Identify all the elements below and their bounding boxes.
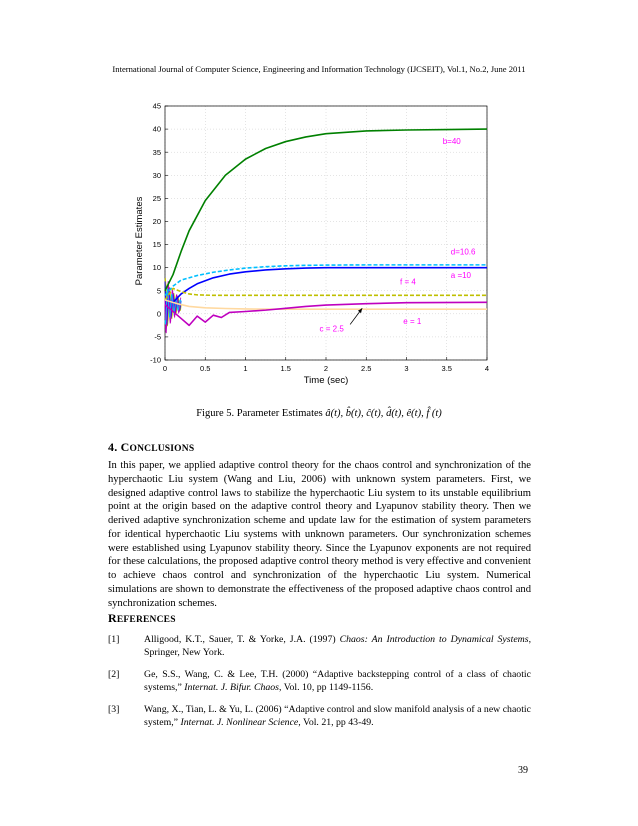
- references-heading: [108, 611, 176, 626]
- conclusions-heading: [108, 440, 194, 455]
- caption-symbol: â: [325, 408, 331, 419]
- reference-text: [144, 633, 531, 659]
- caption-symbol: ê: [406, 408, 412, 419]
- x-tick-label: 0: [162, 364, 168, 373]
- series-annotation: f = 4: [400, 277, 416, 287]
- series-annotation: a =10: [450, 270, 472, 280]
- caption-argument: (t),: [330, 408, 346, 419]
- parameter-estimates-chart: [130, 98, 498, 390]
- y-tick-label: 0: [156, 309, 161, 319]
- x-tick-label: 1: [243, 364, 248, 373]
- y-tick-label: 10: [152, 263, 161, 273]
- y-tick-label: 20: [152, 217, 161, 227]
- conclusions-paragraph: In this paper, we applied adaptive control theory for the chaos control and synchronization of the hyperchaotic Liu system (Wang and Liu, 2006) with unknown system parameters. First, we designed adaptive control laws to stabilize the hyperchaotic Liu system to its unstable equilibrium point at the origin based on the adaptive control theory and Lyapunov stability theory. Then we derived adaptive synchronization scheme and update law for the estimation of system parameters for identical hyperchaotic Liu systems with unknown parameters. Our synchronization schemes were established using Lyapunov stability theory. Since the Lyapunov exponents are not required for these calculations, the proposed adaptive control theory method is very effective and convenient to achieve chaos control and synchronization of the hyperchaotic Liu system. Numerical simulations are shown to demonstrate the effectiveness of the proposed adaptive chaos control and synchronization schemes.: [108, 460, 531, 609]
- figure-caption: [0, 408, 638, 419]
- reference-authors: Wang, X., Tian, L. & Yu, L. (2006) “Adaptive control and slow manifold analysis of a new chaotic system,”: [144, 704, 531, 728]
- reference-tail: , Springer, New York.: [144, 634, 532, 658]
- caption-argument: (t): [429, 408, 442, 419]
- series-annotation: e = 1: [403, 316, 422, 326]
- conclusions-number: 4.: [108, 440, 121, 454]
- reference-title: Chaos: An Introduction to Dynamical Systems: [339, 634, 529, 645]
- reference-item: [108, 668, 531, 694]
- x-tick-label: 2: [323, 364, 329, 373]
- series-annotation: b=40: [442, 136, 461, 146]
- conclusions-rest: ONCLUSIONS: [129, 444, 195, 454]
- x-axis-label: Time (sec): [303, 375, 349, 386]
- references-list: [108, 633, 531, 738]
- x-tick-label: 4: [484, 364, 490, 373]
- x-tick-label: 3: [404, 364, 409, 373]
- reference-item: [108, 703, 531, 729]
- caption-symbol: ĉ: [366, 408, 371, 419]
- caption-symbol: f̂: [426, 408, 430, 419]
- x-tick-label: 3.5: [441, 364, 452, 373]
- page-number: 39: [518, 765, 528, 776]
- x-tick-label: 0.5: [200, 364, 211, 373]
- caption-symbol: b̂: [345, 408, 352, 419]
- caption-argument: (t),: [370, 408, 387, 419]
- x-tick-label: 2.5: [361, 364, 372, 373]
- caption-symbols: [325, 408, 441, 419]
- reference-number: [2]: [108, 669, 120, 680]
- x-tick-label: 1.5: [280, 364, 291, 373]
- reference-tail: , Vol. 10, pp 1149-1156.: [278, 682, 374, 693]
- y-tick-label: 5: [156, 286, 161, 296]
- y-tick-label: 25: [152, 193, 161, 203]
- reference-text: [144, 668, 531, 694]
- caption-argument: (t),: [411, 408, 427, 419]
- y-tick-label: 15: [152, 240, 161, 250]
- y-tick-label: -10: [150, 355, 161, 365]
- y-axis-label: Parameter Estimates: [134, 196, 145, 286]
- reference-authors: Ge, S.S., Wang, C. & Lee, T.H. (2000) “Adaptive backstepping control of a class of chaotic systems,”: [144, 669, 531, 693]
- references-rest: EFERENCES: [116, 615, 176, 625]
- conclusions-first-letter: C: [120, 440, 130, 454]
- caption-argument: (t),: [351, 408, 367, 419]
- reference-text: [144, 703, 531, 729]
- reference-item: [108, 633, 531, 659]
- reference-journal: Internat. J. Nonlinear Science: [180, 717, 299, 728]
- reference-number: [3]: [108, 704, 120, 715]
- y-tick-label: 40: [152, 124, 161, 134]
- reference-number: [1]: [108, 634, 120, 645]
- caption-argument: (t),: [391, 408, 407, 419]
- reference-tail: , Vol. 21, pp 43-49.: [298, 717, 374, 728]
- journal-header: International Journal of Computer Science, Engineering and Information Technology (IJCSEIT), Vol.1, No.2, June 2011: [112, 64, 526, 74]
- reference-journal: Internat. J. Bifur. Chaos: [184, 682, 279, 693]
- caption-prefix: Figure 5. Parameter Estimates: [196, 408, 323, 419]
- y-tick-label: -5: [154, 332, 161, 342]
- series-annotation: d=10.6: [450, 247, 476, 257]
- caption-symbol: d̂: [386, 408, 392, 419]
- reference-authors: Alligood, K.T., Sauer, T. & Yorke, J.A. (1997): [144, 634, 340, 645]
- y-tick-label: 45: [152, 101, 161, 111]
- series-annotation: c = 2.5: [319, 324, 344, 334]
- y-tick-label: 35: [152, 147, 161, 157]
- y-tick-label: 30: [152, 170, 161, 180]
- references-first-letter: R: [108, 611, 117, 625]
